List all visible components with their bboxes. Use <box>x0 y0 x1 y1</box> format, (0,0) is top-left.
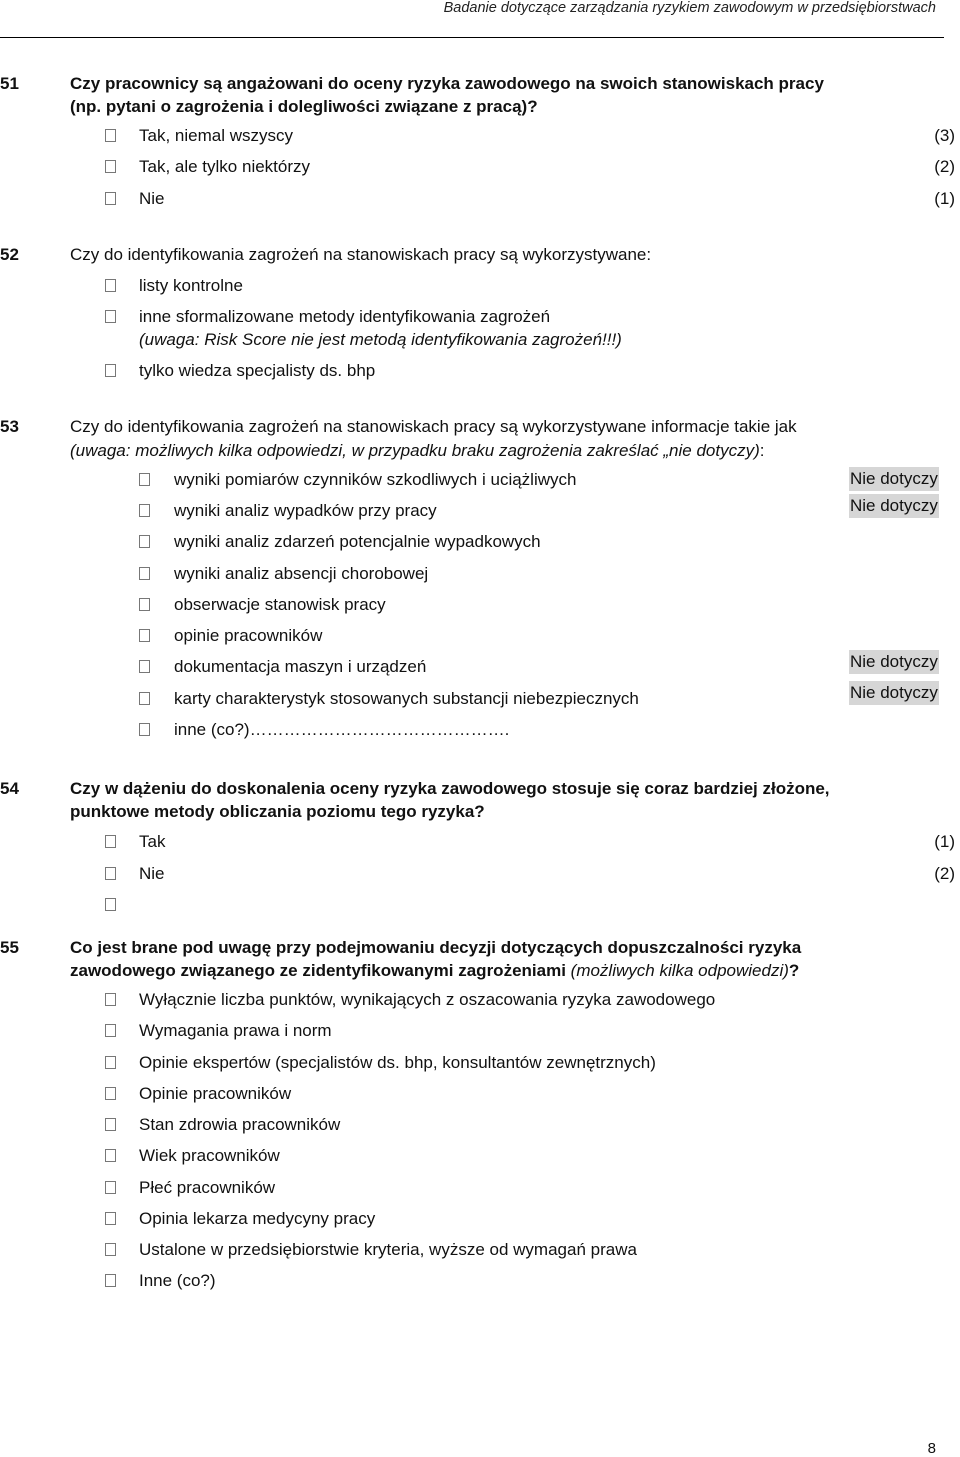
checkbox[interactable] <box>105 1149 116 1162</box>
option-row[interactable] <box>139 593 839 617</box>
option-label: opinie pracowników <box>174 626 323 645</box>
checkbox[interactable] <box>139 535 150 548</box>
option-label: obserwacje stanowisk pracy <box>174 595 386 614</box>
option-label: Nie <box>139 189 165 208</box>
option-code: (1) <box>934 189 955 208</box>
option-label: inne sformalizowane metody identyfikowania zagrożeń <box>139 307 551 326</box>
option-label: Płeć pracowników <box>139 1178 276 1197</box>
option-label: wyniki analiz zdarzeń potencjalnie wypadkowych <box>174 532 541 551</box>
option-row[interactable] <box>105 274 955 298</box>
question-instruction: (uwaga: możliwych kilka odpowiedzi, w przypadku braku zagrożenia zakreślać „nie dotyczy) <box>70 441 760 460</box>
checkbox[interactable] <box>105 364 116 377</box>
option-row[interactable] <box>139 655 839 679</box>
checkbox[interactable] <box>105 1243 116 1256</box>
option-code: (3) <box>934 126 955 145</box>
question-text-line-1: Czy do identyfikowania zagrożeń na stanowiskach pracy są wykorzystywane informacje takie jak <box>70 417 797 436</box>
question-text: Czy do identyfikowania zagrożeń na stanowiskach pracy są wykorzystywane: <box>70 245 652 264</box>
option-row[interactable] <box>139 530 839 554</box>
question-instruction: (możliwych kilka odpowiedzi) <box>570 961 789 980</box>
option-row[interactable] <box>105 1082 955 1106</box>
question-text-line-2 <box>70 959 960 982</box>
checkbox[interactable] <box>105 279 116 292</box>
option-row[interactable] <box>105 1051 955 1075</box>
option-label: Opinia lekarza medycyny pracy <box>139 1209 376 1228</box>
option-row[interactable] <box>105 187 955 211</box>
checkbox[interactable] <box>105 310 116 323</box>
option-note: (uwaga: Risk Score nie jest metodą identyfikowania zagrożeń!!!) <box>139 330 622 349</box>
checkbox[interactable] <box>105 1274 116 1287</box>
question-punctuation: : <box>759 441 765 460</box>
question-number: 52 <box>0 245 19 264</box>
option-label: tylko wiedza specjalisty ds. bhp <box>139 361 376 380</box>
option-row[interactable] <box>139 468 839 492</box>
option-row[interactable] <box>105 988 955 1012</box>
checkbox[interactable] <box>105 192 116 205</box>
option-row[interactable] <box>105 359 955 383</box>
page-number: 8 <box>927 1440 936 1457</box>
checkbox[interactable] <box>139 629 150 642</box>
checkbox[interactable] <box>139 567 150 580</box>
question-text-line-2 <box>70 439 960 462</box>
option-row[interactable] <box>105 893 955 917</box>
question-text-line-2: punktowe metody obliczania poziomu tego ryzyka? <box>70 802 485 821</box>
checkbox[interactable] <box>139 504 150 517</box>
question-text-line-1: Czy w dążeniu do doskonalenia oceny ryzyka zawodowego stosuje się coraz bardziej złożone, <box>70 779 830 798</box>
checkbox[interactable] <box>105 160 116 173</box>
question-text-bold: zawodowego związanego ze zidentyfikowanymi zagrożeniami <box>70 961 566 980</box>
option-label: Stan zdrowia pracowników <box>139 1115 341 1134</box>
option-label: wyniki analiz wypadków przy pracy <box>174 501 437 520</box>
header-divider <box>0 37 944 38</box>
option-row[interactable] <box>105 1269 955 1293</box>
option-label: Tak, ale tylko niektórzy <box>139 157 311 176</box>
checkbox[interactable] <box>105 1181 116 1194</box>
question-number: 55 <box>0 938 19 957</box>
option-code: (2) <box>934 157 955 176</box>
checkbox[interactable] <box>105 1087 116 1100</box>
checkbox[interactable] <box>105 1024 116 1037</box>
checkbox[interactable] <box>105 835 116 848</box>
option-row[interactable] <box>105 155 955 179</box>
option-row[interactable] <box>105 1113 955 1137</box>
question-text-line-1: Czy pracownicy są angażowani do oceny ryzyka zawodowego na swoich stanowiskach pracy <box>70 74 824 93</box>
option-label: Opinie ekspertów (specjalistów ds. bhp, konsultantów zewnętrznych) <box>139 1053 656 1072</box>
option-label: inne (co?)………………………………………. <box>174 720 510 739</box>
checkbox[interactable] <box>139 723 150 736</box>
option-label: Wyłącznie liczba punktów, wynikających z oszacowania ryzyka zawodowego <box>139 990 716 1009</box>
option-code: (1) <box>934 832 955 851</box>
question-text-line-1: Co jest brane pod uwagę przy podejmowaniu decyzji dotyczących dopuszczalności ryzyka <box>70 938 802 957</box>
option-row[interactable] <box>105 305 955 329</box>
option-row[interactable] <box>105 1176 955 1200</box>
option-row[interactable] <box>105 1019 955 1043</box>
not-applicable-badge: Nie dotyczy <box>849 650 939 674</box>
not-applicable-badge: Nie dotyczy <box>849 681 939 705</box>
option-code: (2) <box>934 864 955 883</box>
option-row[interactable] <box>105 862 955 886</box>
option-label: Inne (co?) <box>139 1271 216 1290</box>
option-row[interactable] <box>139 624 839 648</box>
option-label: dokumentacja maszyn i urządzeń <box>174 657 427 676</box>
checkbox[interactable] <box>105 1056 116 1069</box>
checkbox[interactable] <box>139 598 150 611</box>
question-number: 54 <box>0 779 19 798</box>
checkbox[interactable] <box>105 1212 116 1225</box>
option-label: Wiek pracowników <box>139 1146 280 1165</box>
option-row[interactable] <box>105 830 955 854</box>
not-applicable-badge: Nie dotyczy <box>849 467 939 491</box>
option-label: listy kontrolne <box>139 276 243 295</box>
checkbox[interactable] <box>105 1118 116 1131</box>
not-applicable-badge: Nie dotyczy <box>849 494 939 518</box>
option-label: Nie <box>139 864 165 883</box>
option-label: Tak, niemal wszyscy <box>139 126 293 145</box>
option-label: wyniki pomiarów czynników szkodliwych i uciążliwych <box>174 470 577 489</box>
question-number: 53 <box>0 417 19 436</box>
option-row[interactable] <box>105 1238 955 1262</box>
option-row[interactable] <box>105 1207 955 1231</box>
question-number: 51 <box>0 74 19 93</box>
option-label: Tak <box>139 832 166 851</box>
question-text-line-2: (np. pytani o zagrożenia i dolegliwości związane z pracą)? <box>70 97 538 116</box>
option-row[interactable] <box>105 1144 955 1168</box>
option-label: Opinie pracowników <box>139 1084 292 1103</box>
option-row[interactable] <box>139 718 839 742</box>
option-row[interactable] <box>139 499 839 523</box>
checkbox[interactable] <box>105 867 116 880</box>
checkbox[interactable] <box>139 660 150 673</box>
option-row[interactable] <box>139 687 839 711</box>
option-label: karty charakterystyk stosowanych substancji niebezpiecznych <box>174 689 639 708</box>
checkbox[interactable] <box>105 129 116 142</box>
option-label: wyniki analiz absencji chorobowej <box>174 564 429 583</box>
option-row[interactable] <box>105 124 955 148</box>
option-label: Ustalone w przedsiębiorstwie kryteria, wyższe od wymagań prawa <box>139 1240 637 1259</box>
question-punctuation: ? <box>788 961 800 980</box>
checkbox[interactable] <box>105 898 116 911</box>
checkbox[interactable] <box>105 993 116 1006</box>
running-header: Badanie dotyczące zarządzania ryzykiem zawodowym w przedsiębiorstwach <box>443 0 936 16</box>
option-label: Wymagania prawa i norm <box>139 1021 332 1040</box>
checkbox[interactable] <box>139 692 150 705</box>
option-row[interactable] <box>139 562 839 586</box>
checkbox[interactable] <box>139 473 150 486</box>
